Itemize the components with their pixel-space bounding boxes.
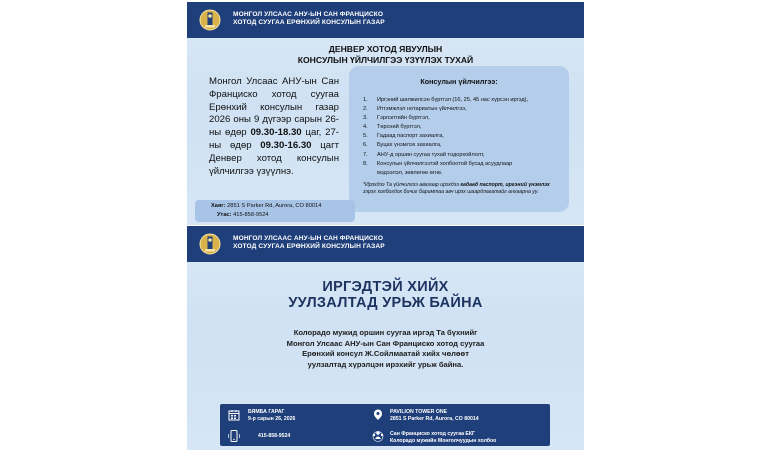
consulate-emblem-icon (199, 9, 221, 31)
invitation-line: Колорадо мужид оршин суугаа иргэд Та бүхнийг (293, 328, 478, 337)
announcement-intro: Монгол Улсаас АНУ-ын Сан Франциско хотод суугаа Ерөнхий консулын газар 2026 оны 9 дүгээр сарын 26-ны өдөр (209, 76, 339, 139)
service-item: 4. Төрсний бүртгэл, (363, 124, 422, 131)
consular-service-flyer (187, 2, 584, 225)
flyer-title-line1: ДЕНВЕР ХОТОД ЯВУУЛЫН (328, 44, 443, 54)
announcement-text (209, 76, 339, 178)
invitation-title (187, 279, 584, 311)
phone-icon (228, 430, 240, 442)
service-item: 5. Гадаад паспорт захиалга, (363, 133, 444, 140)
service-hours-day2: 09.30-16.30 (260, 139, 312, 151)
invitation-text (237, 328, 534, 370)
event-organizers: Сан Франциско хотод суугаа ЕКГ Колорадо мужийн Монголчуудын холбоо (390, 431, 497, 444)
contact-box (195, 200, 355, 222)
meeting-invitation-flyer (187, 226, 584, 450)
service-item: 1. Иргэний шилжилсэн бүртгэл (16, 25, 45 нас хүрсэн иргэд), (363, 97, 529, 103)
org-name-line1: МОНГОЛ УЛСААС АНУ-ЫН САН ФРАНЦИСКО (233, 11, 384, 18)
org-name (233, 11, 385, 27)
service-item: 7. АНУ-д оршин суугаа тухай тодорхойлолт, (363, 151, 485, 158)
invitation-line: Ерөнхий консул Ж.Сойлмаатай хийх чөлөөт (302, 349, 469, 359)
location-pin-icon (372, 409, 384, 421)
invitation-title-line1: ИРГЭДТЭЙ ХИЙХ (322, 279, 449, 295)
calendar-icon (228, 409, 240, 421)
service-item: 6. Буцах үнэмлэх захиалга, (363, 142, 442, 149)
event-phone: 415-858-9524 (258, 433, 291, 439)
announcement-mid: цаг, 27-ны өдөр (209, 127, 339, 151)
service-item: 8. Консулын үйлчилгээтэй холбоотой бусад асуудлаар (363, 160, 513, 167)
service-item: мэдээлэл, зөвлөгөө өгнө. (377, 169, 443, 176)
announcement-end: цагт Денвер хотод консулын үйлчилгээ үзүүлнэ. (209, 139, 339, 177)
consulate-emblem-icon (199, 233, 221, 255)
org-name (233, 235, 385, 251)
documents-note: *Ирэхдээ Та үйлчилгээ авахаар ирэхдээ гадаад паспорт, иргэний үнэмлэх зэрэг холбогдох бичиг баримтаа авч ирэх шаардлагатайг анхаарна уу. (363, 182, 550, 196)
services-list (363, 96, 559, 178)
org-name-line1: МОНГОЛ УЛСААС АНУ-ЫН САН ФРАНЦИСКО (233, 235, 384, 242)
flyer-title (187, 44, 584, 65)
invitation-title-line2: УУЛЗАЛТАД УРЬЖ БАЙНА (288, 295, 483, 311)
event-venue: PAVILION TOWER ONE 2851 S Parker Rd, Aurora, CO 80014 (390, 409, 479, 422)
people-icon (372, 430, 384, 442)
service-item: 3. Гэрлэлтийн бүртгэл, (363, 115, 430, 122)
service-hours-day1: 09.30-18.30 (250, 127, 302, 139)
flyer-title-line2: КОНСУЛЫН ҮЙЛЧИЛГЭЭ ҮЗҮҮЛЭХ ТУХАЙ (297, 54, 474, 65)
phone-line: Утас: 415-858-9524 (217, 212, 269, 218)
invitation-line: Монгол Улсаас АНУ-ын Сан Франциско хотод суугаа (286, 338, 485, 348)
flyer-header (187, 2, 584, 38)
service-item: 2. Итгэмжлэл нотариатын үйлчилгээ, (363, 106, 467, 113)
flyer-header (187, 226, 584, 262)
services-box (349, 66, 569, 212)
org-name-line2: ХОТОД СУУГАА ЕРӨНХИЙ КОНСУЛЫН ГАЗАР (233, 243, 385, 250)
address-line: Хаяг: 2851 S Parker Rd, Aurora, CO 80014 (211, 203, 322, 209)
services-title: Консулын үйлчилгээ: (420, 77, 498, 86)
event-date: БЯМБА ГАРАГ 9-р сарын 26, 2026 (248, 409, 296, 422)
org-name-line2: ХОТОД СУУГАА ЕРӨНХИЙ КОНСУЛЫН ГАЗАР (233, 19, 385, 26)
event-info-bar (220, 404, 550, 446)
invitation-line: уулзалтад хүрэлцэн ирэхийг урьж байна. (307, 359, 464, 369)
